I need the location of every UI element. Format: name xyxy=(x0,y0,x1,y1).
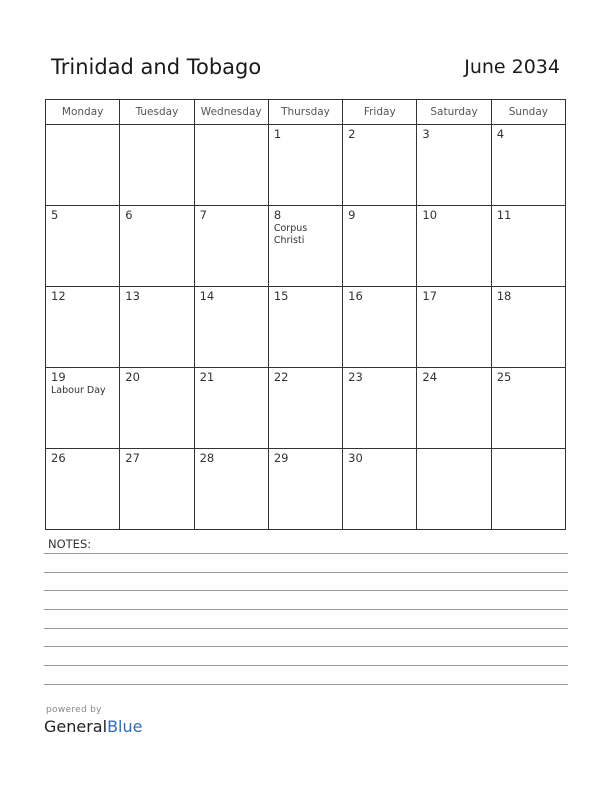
day-number: 8 xyxy=(273,208,282,222)
day-cell xyxy=(343,449,417,530)
day-cell xyxy=(268,206,342,287)
day-cell xyxy=(120,206,194,287)
day-number: 20 xyxy=(125,370,140,384)
generalblue-logo[interactable] xyxy=(44,717,142,736)
weekday-monday: Monday xyxy=(46,100,120,125)
day-number: 1 xyxy=(273,127,282,141)
day-cell xyxy=(194,206,268,287)
day-number: 9 xyxy=(348,208,356,222)
day-number: 28 xyxy=(199,451,215,465)
day-cell xyxy=(417,449,491,530)
day-cell xyxy=(194,368,268,449)
weekday-friday: Friday xyxy=(343,100,417,125)
note-line xyxy=(44,609,568,610)
day-number: 23 xyxy=(348,370,363,384)
note-line xyxy=(44,684,568,685)
day-cell xyxy=(46,368,120,449)
note-line xyxy=(44,553,568,554)
weekday-sunday: Sunday xyxy=(491,100,565,125)
calendar-month-title: June 2034 xyxy=(464,56,560,78)
day-number: 18 xyxy=(496,289,512,303)
notes-label: NOTES: xyxy=(48,537,92,551)
day-number: 6 xyxy=(125,208,133,222)
day-cell xyxy=(417,125,491,206)
calendar-grid xyxy=(45,99,566,530)
note-line xyxy=(44,665,568,666)
day-number: 10 xyxy=(422,208,438,222)
day-cell xyxy=(46,449,120,530)
day-cell xyxy=(417,287,491,368)
day-cell xyxy=(268,449,342,530)
day-number: 2 xyxy=(348,127,356,141)
brand-general-text: General xyxy=(44,717,108,736)
day-number: 19 xyxy=(51,370,66,384)
day-number: 7 xyxy=(199,208,207,222)
day-cell xyxy=(46,287,120,368)
day-cell xyxy=(343,368,417,449)
holiday-label: Labour Day xyxy=(51,385,106,396)
day-cell xyxy=(491,449,565,530)
day-number: 24 xyxy=(422,370,438,384)
day-number: 15 xyxy=(273,289,289,303)
week-row xyxy=(46,368,566,449)
day-number: 14 xyxy=(199,289,215,303)
day-cell xyxy=(268,125,342,206)
weekday-tuesday: Tuesday xyxy=(120,100,194,125)
weekday-saturday: Saturday xyxy=(417,100,491,125)
day-number: 11 xyxy=(496,208,512,222)
day-cell xyxy=(343,206,417,287)
day-cell xyxy=(120,368,194,449)
day-number: 16 xyxy=(348,289,363,303)
day-cell xyxy=(46,206,120,287)
day-cell xyxy=(417,368,491,449)
note-line xyxy=(44,572,568,573)
day-cell xyxy=(491,206,565,287)
week-row xyxy=(46,125,566,206)
note-line xyxy=(44,590,568,591)
day-cell xyxy=(343,287,417,368)
day-number: 21 xyxy=(199,370,215,384)
holiday-label: Corpus Christi xyxy=(273,223,308,246)
day-cell xyxy=(120,125,194,206)
brand-blue-text: Blue xyxy=(107,717,143,736)
day-number: 26 xyxy=(51,451,66,465)
day-cell xyxy=(343,125,417,206)
day-number: 5 xyxy=(51,208,59,222)
week-row xyxy=(46,206,566,287)
day-number: 27 xyxy=(125,451,140,465)
day-cell xyxy=(417,206,491,287)
week-row xyxy=(46,287,566,368)
day-cell xyxy=(194,449,268,530)
day-number: 4 xyxy=(496,127,505,141)
day-number: 22 xyxy=(273,370,289,384)
day-cell xyxy=(491,287,565,368)
day-cell xyxy=(491,368,565,449)
day-cell xyxy=(268,287,342,368)
weekday-wednesday: Wednesday xyxy=(194,100,268,125)
day-number: 13 xyxy=(125,289,140,303)
day-cell xyxy=(194,287,268,368)
day-cell xyxy=(120,449,194,530)
day-number: 3 xyxy=(422,127,430,141)
weekday-thursday: Thursday xyxy=(268,100,342,125)
day-cell xyxy=(46,125,120,206)
powered-by-label: powered by xyxy=(46,705,102,715)
day-cell xyxy=(194,125,268,206)
day-number: 12 xyxy=(51,289,66,303)
calendar-country-title: Trinidad and Tobago xyxy=(51,55,262,79)
week-row xyxy=(46,449,566,530)
day-number: 30 xyxy=(348,451,363,465)
note-line xyxy=(44,646,568,647)
weekday-header-row xyxy=(46,100,566,125)
note-line xyxy=(44,628,568,629)
day-cell xyxy=(120,287,194,368)
day-number: 17 xyxy=(422,289,438,303)
day-number: 25 xyxy=(496,370,512,384)
day-number: 29 xyxy=(273,451,289,465)
day-cell xyxy=(491,125,565,206)
day-cell xyxy=(268,368,342,449)
